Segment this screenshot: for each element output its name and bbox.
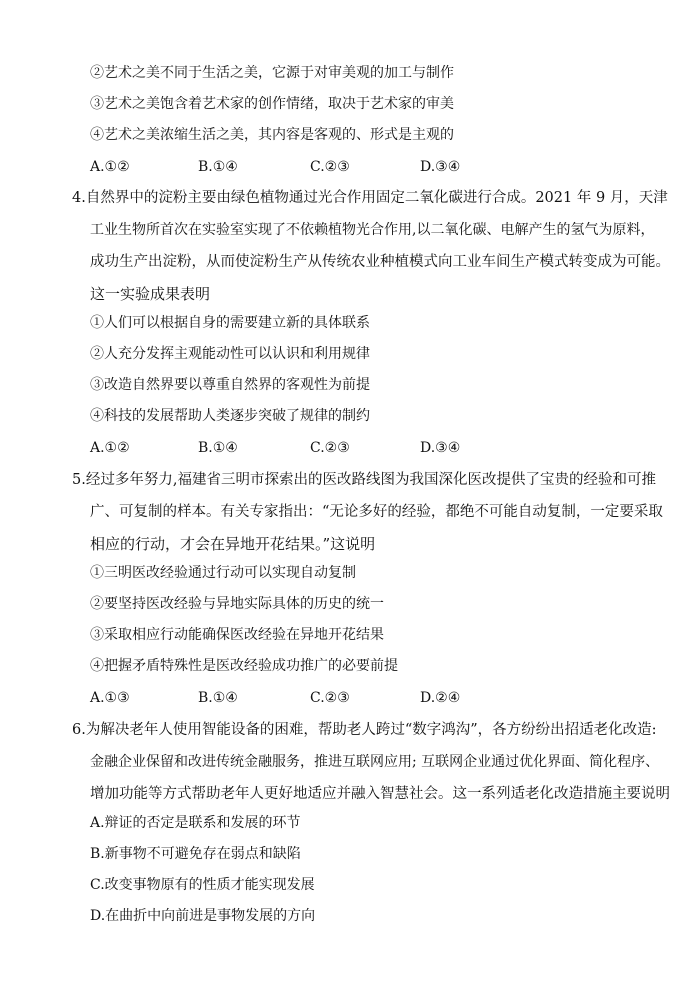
q4-choice-c: C.②③ [310,440,350,456]
q4-choice-b: B.①④ [198,440,238,456]
q4-choice-d: D.③④ [420,440,461,456]
q6-stem-line-2: 金融企业保留和改进传统金融服务，推进互联网应用; 互联网企业通过优化界面、简化程序、 [90,754,660,770]
q5-choice-a: A.①③ [90,690,130,706]
q4-choice-a: A.①② [90,440,130,456]
q5-item-3: ③采取相应行动能确保医改经验在异地开花结果 [90,627,384,643]
q5-item-4: ④把握矛盾特殊性是医改经验成功推广的必要前提 [90,658,398,674]
q6-choice-a: A.辩证的否定是联系和发展的环节 [90,815,301,831]
q3-choice-d: D.③④ [420,159,461,175]
q4-stem-line-3: 成功生产出淀粉，从而使淀粉生产从传统农业种植模式向工业车间生产模式转变成为可能。 [90,254,670,270]
q5-stem-line-2: 广、可复制的样本。有关专家指出：“无论多好的经验，都绝不可能自动复制，一定要采取 [90,504,663,520]
q4-stem-line-2: 工业生物所首次在实验室实现了不依赖植物光合作用,以二氧化碳、电解产生的氢气为原料， [90,222,655,238]
q6-choice-d: D.在曲折中向前进是事物发展的方向 [90,908,316,924]
q6-stem-line-3: 增加功能等方式帮助老年人更好地适应并融入智慧社会。这一系列适老化改造措施主要说明 [90,786,670,802]
q3-item-2: ②艺术之美不同于生活之美，它源于对审美观的加工与制作 [90,65,454,81]
q4-stem-line-4: 这一实验成果表明 [90,285,211,303]
q4-item-2: ②人充分发挥主观能动性可以认识和利用规律 [90,346,370,362]
q5-stem-line-3: 相应的行动，才会在异地开花结果。”这说明 [90,535,376,553]
q6-choice-b: B.新事物不可避免存在弱点和缺陷 [90,846,301,862]
q4-stem-line-1: 4.自然界中的淀粉主要由绿色植物通过光合作用固定二氧化碳进行合成。2021 年 9 月，天津 [72,190,668,206]
q3-choice-a: A.①② [90,159,130,175]
q3-choice-c: C.②③ [310,159,350,175]
q5-choice-d: D.②④ [420,690,461,706]
q4-item-3: ③改造自然界要以尊重自然界的客观性为前提 [90,377,370,393]
q3-item-4: ④艺术之美浓缩生活之美，其内容是客观的、形式是主观的 [90,127,454,143]
q5-item-2: ②要坚持医改经验与异地实际具体的历史的统一 [90,596,384,612]
q3-item-3: ③艺术之美饱含着艺术家的创作情绪，取决于艺术家的审美 [90,96,454,112]
q5-item-1: ①三明医改经验通过行动可以实现自动复制 [90,565,356,581]
q6-choice-c: C.改变事物原有的性质才能实现发展 [90,877,315,893]
q5-choice-c: C.②③ [310,690,350,706]
q6-stem-line-1: 6.为解决老年人使用智能设备的困难，帮助老人跨过“数字鸿沟”，各方纷纷出招适老化改造: [72,722,657,738]
q3-choice-b: B.①④ [198,159,238,175]
q4-item-1: ①人们可以根据自身的需要建立新的具体联系 [90,315,370,331]
q5-stem-line-1: 5.经过多年努力,福建省三明市探索出的医改路线图为我国深化医改提供了宝贵的经验和可推 [72,472,656,488]
q4-item-4: ④科技的发展帮助人类逐步突破了规律的制约 [90,408,370,424]
q5-choice-b: B.①④ [198,690,238,706]
